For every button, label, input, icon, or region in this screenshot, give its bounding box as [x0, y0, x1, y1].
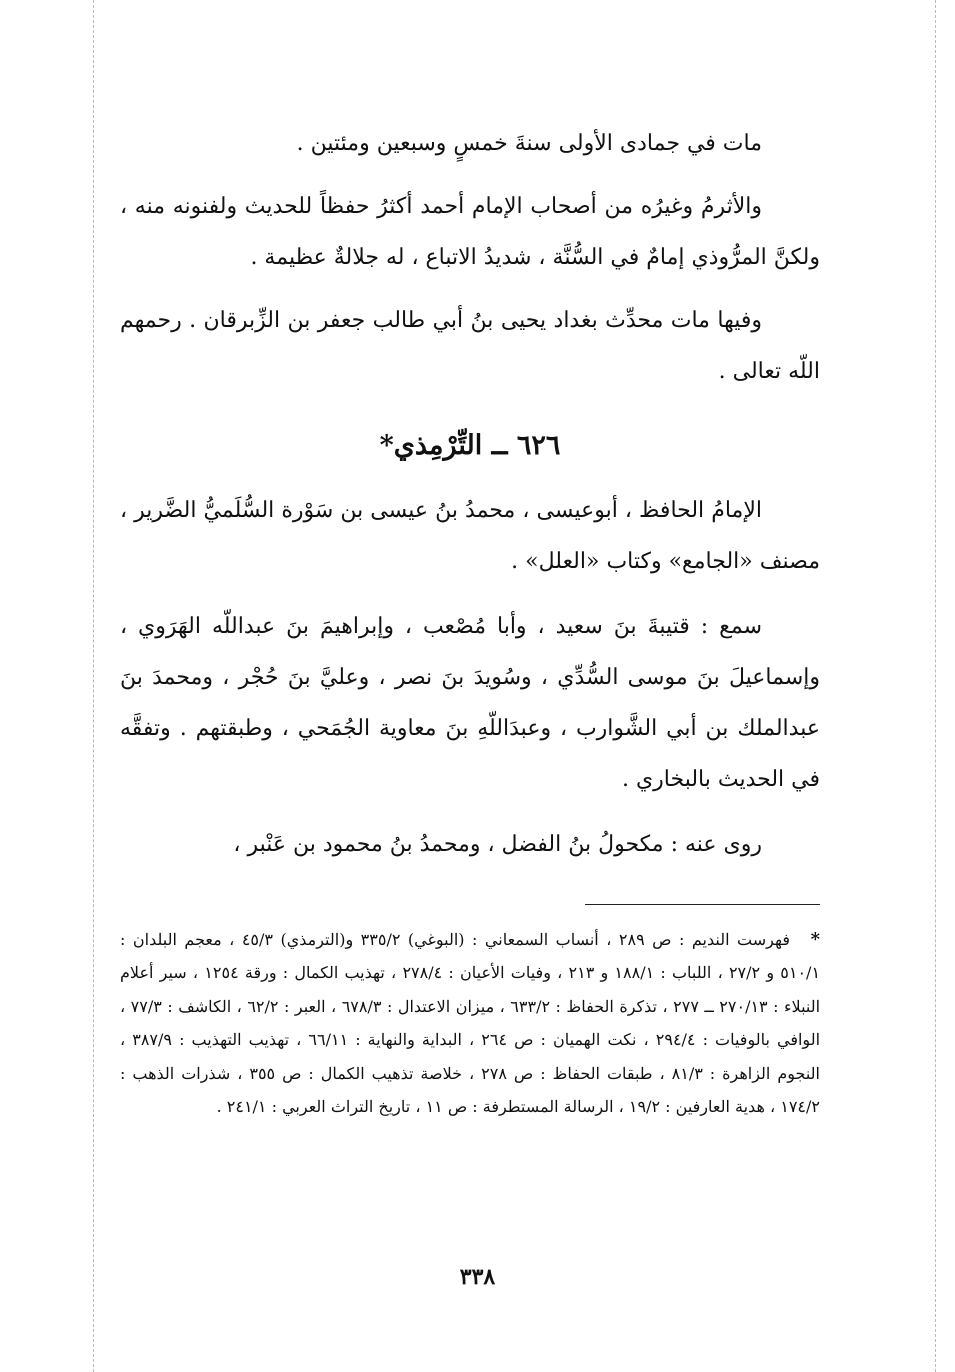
footnote-marker: *: [810, 929, 820, 950]
body-paragraph-death-date: مات في جمادى الأولى سنةَ خمسٍ وسبعين ومئتين .: [296, 131, 762, 156]
page-number: ٣٣٨: [459, 1264, 496, 1290]
entry-paragraph-students: روى عنه : مكحولُ بنُ الفضل ، ومحمدُ بنُ محمود بن عَنْبر ،: [233, 832, 762, 857]
entry-paragraph-teachers: سمع : قتيبةَ بنَ سعيد ، وأبا مُصْعب ، وإبراهيمَ بنَ عبداللّه الهَرَوي ، وإسماعيلَ بنَ موسى السُّدِّي ، وسُويدَ بنَ نصر ، وعليَّ بنَ حُجْر ، ومحمدَ بنَ عبدالملك بن أبي الشَّوارب ، وعبدَاللّهِ بنَ معاوية الجُمَحي ، وطبقتهم . وتفقَّه في الحديث بالبخاري .: [120, 614, 820, 792]
book-page: [120, 118, 820, 1123]
entry-heading: ٦٢٦ ــ التِّرْمِذي*: [379, 430, 561, 461]
entry-paragraph-identity: الإمامُ الحافظ ، أبوعيسى ، محمدُ بنُ عيسى بن سَوْرة السُّلَميُّ الضَّرير ، مصنف «الجامع» وكتاب «العلل» .: [120, 498, 820, 574]
body-paragraph-athram: والأثرمُ وغيرُه من أصحاب الإمام أحمد أكثرُ حفظاً للحديث ولفنونه منه ، ولكنَّ المرُّوذي إمامٌ في السُّنَّة ، شديدُ الاتباع ، له جلالةٌ عظيمة .: [120, 194, 820, 270]
scan-edge-left: [93, 0, 94, 1372]
footnote-divider: [585, 904, 820, 905]
footnote-sources: [120, 923, 820, 1123]
scan-edge-right: [935, 0, 936, 1372]
body-paragraph-baghdad: وفيها مات محدِّث بغداد يحيى بنُ أبي طالب جعفر بن الزِّبرقان . رحمهم اللّه تعالى .: [120, 308, 820, 384]
footnote-text: فهرست النديم : ص ٢٨٩ ، أنساب السمعاني : (البوغي) ٣٣٥/٢ و(الترمذي) ٤٥/٣ ، معجم البلدان : ٥١٠/١ و ٢٧/٢ ، اللباب : ١٨٨/١ و ٢١٣ ، وفيات الأعيان : ٢٧٨/٤ ، تهذيب الكمال : ورقة ١٢٥٤ ، سير أعلام النبلاء : ٢٧٠/١٣ ــ ٢٧٧ ، تذكرة الحفاظ : ٦٣٣/٢ ، ميزان الاعتدال : ٦٧٨/٣ ، العبر : ٦٢/٢ ، الكاشف : ٧٧/٣ ، الوافي بالوفيات : ٢٩٤/٤ ، نكت الهميان : ص ٢٦٤ ، البداية والنهاية : ٦٦/١١ ، تهذيب التهذيب : ٣٨٧/٩ ، النجوم الزاهرة : ٨١/٣ ، طبقات الحفاظ : ص ٢٧٨ ، خلاصة تذهيب الكمال : ص ٣٥٥ ، شذرات الذهب : ١٧٤/٢ ، هدية العارفين : ١٩/٢ ، الرسالة المستطرفة : ص ١١ ، تاريخ التراث العربي : ٢٤١/١ .: [120, 930, 821, 1117]
